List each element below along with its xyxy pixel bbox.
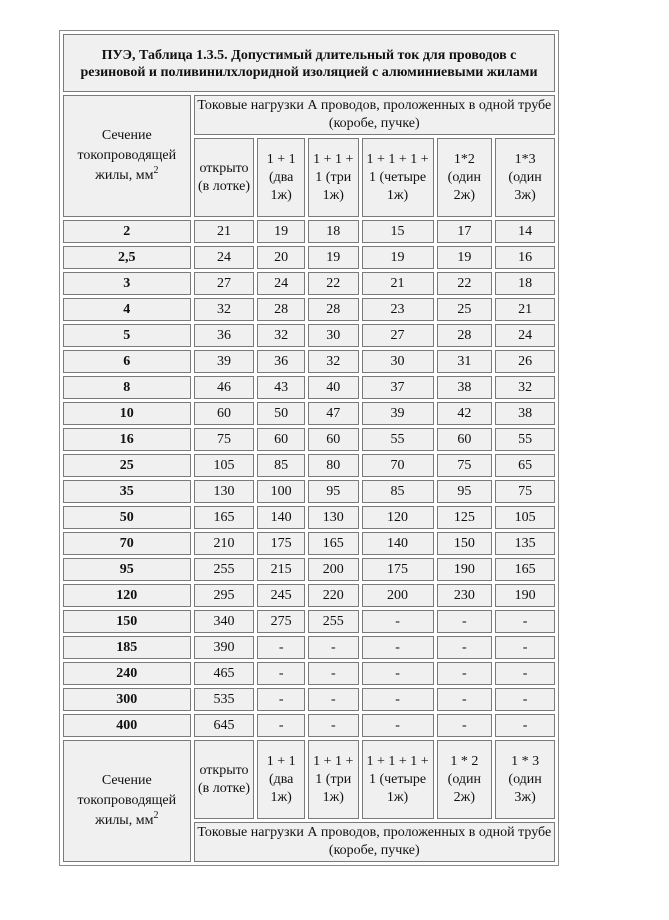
section-header <box>63 95 191 217</box>
current-value: 24 <box>194 246 255 269</box>
current-value: 32 <box>308 350 359 373</box>
table-row <box>63 272 555 295</box>
current-value: 26 <box>495 350 555 373</box>
current-value: - <box>257 688 305 711</box>
current-value: 19 <box>362 246 434 269</box>
current-value: 24 <box>495 324 555 347</box>
current-value: 150 <box>437 532 493 555</box>
table-row <box>63 454 555 477</box>
current-value: 165 <box>308 532 359 555</box>
current-value: 22 <box>308 272 359 295</box>
table-row <box>63 298 555 321</box>
current-value: 17 <box>437 220 493 243</box>
current-value: 255 <box>308 610 359 633</box>
table-title: ПУЭ, Таблица 1.3.5. Допустимый длительный ток для проводов с резиновой и поливинилхлоридной изоляцией с алюминиевыми жилами <box>63 34 555 92</box>
current-value: 60 <box>257 428 305 451</box>
current-value: 135 <box>495 532 555 555</box>
current-value: 28 <box>308 298 359 321</box>
current-value: 75 <box>495 480 555 503</box>
current-value: 645 <box>194 714 255 737</box>
current-value: 120 <box>362 506 434 529</box>
current-value: 38 <box>495 402 555 425</box>
current-value: 18 <box>495 272 555 295</box>
current-value: 14 <box>495 220 555 243</box>
current-value: 39 <box>194 350 255 373</box>
table-row <box>63 350 555 373</box>
section-value: 35 <box>63 480 191 503</box>
section-value: 2 <box>63 220 191 243</box>
current-value: 70 <box>362 454 434 477</box>
current-value: 60 <box>194 402 255 425</box>
current-value: 60 <box>308 428 359 451</box>
current-value: 140 <box>257 506 305 529</box>
section-value: 8 <box>63 376 191 399</box>
column-header: 1 + 1 + 1 (три 1ж) <box>308 138 359 217</box>
section-header-text: Сечение токопроводящей жилы, мм <box>77 128 177 183</box>
column-header: 1*3 (один 3ж) <box>495 138 555 217</box>
table-row <box>63 324 555 347</box>
column-header: 1*2 (один 2ж) <box>437 138 493 217</box>
section-value: 120 <box>63 584 191 607</box>
current-value: 75 <box>437 454 493 477</box>
current-table <box>59 30 559 866</box>
current-value: 175 <box>362 558 434 581</box>
current-value: 23 <box>362 298 434 321</box>
column-header: открыто (в лотке) <box>194 138 255 217</box>
current-value: 80 <box>308 454 359 477</box>
section-value: 5 <box>63 324 191 347</box>
current-value: - <box>495 688 555 711</box>
current-value: - <box>308 636 359 659</box>
section-value: 400 <box>63 714 191 737</box>
column-footer: 1 + 1 + 1 (три 1ж) <box>308 740 359 819</box>
current-value: - <box>257 714 305 737</box>
column-footer: открыто (в лотке) <box>194 740 255 819</box>
section-value: 25 <box>63 454 191 477</box>
current-value: - <box>362 688 434 711</box>
table-row <box>63 636 555 659</box>
current-value: - <box>362 636 434 659</box>
current-value: 42 <box>437 402 493 425</box>
current-value: 43 <box>257 376 305 399</box>
current-value: 37 <box>362 376 434 399</box>
current-value: 19 <box>308 246 359 269</box>
current-value: 18 <box>308 220 359 243</box>
current-value: 55 <box>495 428 555 451</box>
current-value: 165 <box>194 506 255 529</box>
current-value: 275 <box>257 610 305 633</box>
current-value: 40 <box>308 376 359 399</box>
loads-header: Токовые нагрузки А проводов, проложенных в одной трубе (коробе, пучке) <box>194 95 555 135</box>
current-value: 255 <box>194 558 255 581</box>
table-row <box>63 428 555 451</box>
current-value: 125 <box>437 506 493 529</box>
current-value: - <box>308 662 359 685</box>
current-value: 140 <box>362 532 434 555</box>
current-value: - <box>437 610 493 633</box>
current-value: 32 <box>257 324 305 347</box>
section-footer-text: Сечение токопроводящей жилы, мм <box>77 773 177 828</box>
current-value: 95 <box>437 480 493 503</box>
current-value: 55 <box>362 428 434 451</box>
section-footer-sup: 2 <box>153 810 159 821</box>
current-value: 19 <box>437 246 493 269</box>
current-value: - <box>257 636 305 659</box>
table-row <box>63 610 555 633</box>
current-value: 200 <box>308 558 359 581</box>
current-value: 105 <box>495 506 555 529</box>
table-row <box>63 220 555 243</box>
current-value: 19 <box>257 220 305 243</box>
current-value: 175 <box>257 532 305 555</box>
section-value: 3 <box>63 272 191 295</box>
column-footer: 1 * 2 (один 2ж) <box>437 740 493 819</box>
current-value: 200 <box>362 584 434 607</box>
table-row <box>63 662 555 685</box>
current-value: 210 <box>194 532 255 555</box>
current-value: 535 <box>194 688 255 711</box>
current-value: - <box>362 714 434 737</box>
current-value: 28 <box>437 324 493 347</box>
current-value: 340 <box>194 610 255 633</box>
section-value: 150 <box>63 610 191 633</box>
current-value: 75 <box>194 428 255 451</box>
current-value: - <box>257 662 305 685</box>
current-value: 190 <box>495 584 555 607</box>
section-value: 4 <box>63 298 191 321</box>
current-value: 21 <box>194 220 255 243</box>
current-value: 32 <box>495 376 555 399</box>
current-value: 85 <box>362 480 434 503</box>
table-row <box>63 558 555 581</box>
section-value: 16 <box>63 428 191 451</box>
current-value: - <box>308 688 359 711</box>
current-value: 85 <box>257 454 305 477</box>
current-value: - <box>308 714 359 737</box>
current-value: 230 <box>437 584 493 607</box>
current-value: 20 <box>257 246 305 269</box>
table-row <box>63 480 555 503</box>
current-value: 130 <box>308 506 359 529</box>
column-header: 1 + 1 + 1 + 1 (четыре 1ж) <box>362 138 434 217</box>
current-value: 36 <box>194 324 255 347</box>
current-value: - <box>437 688 493 711</box>
current-value: 50 <box>257 402 305 425</box>
current-value: 15 <box>362 220 434 243</box>
section-header-sup: 2 <box>153 165 159 176</box>
current-value: 245 <box>257 584 305 607</box>
table-row <box>63 506 555 529</box>
current-value: 36 <box>257 350 305 373</box>
current-value: 25 <box>437 298 493 321</box>
current-value: 105 <box>194 454 255 477</box>
current-value: 30 <box>308 324 359 347</box>
current-value: 220 <box>308 584 359 607</box>
loads-footer: Токовые нагрузки А проводов, проложенных в одной трубе (коробе, пучке) <box>194 822 555 862</box>
current-value: 165 <box>495 558 555 581</box>
current-value: 28 <box>257 298 305 321</box>
table-row <box>63 688 555 711</box>
table-row <box>63 584 555 607</box>
current-value: 465 <box>194 662 255 685</box>
current-value: 16 <box>495 246 555 269</box>
document-table-wrapper <box>59 30 559 866</box>
section-value: 300 <box>63 688 191 711</box>
current-value: 295 <box>194 584 255 607</box>
section-value: 10 <box>63 402 191 425</box>
current-value: 65 <box>495 454 555 477</box>
current-value: 60 <box>437 428 493 451</box>
table-row <box>63 246 555 269</box>
current-value: 46 <box>194 376 255 399</box>
table-row <box>63 376 555 399</box>
current-value: 21 <box>495 298 555 321</box>
current-value: 130 <box>194 480 255 503</box>
column-header: 1 + 1 (два 1ж) <box>257 138 305 217</box>
current-value: 390 <box>194 636 255 659</box>
current-value: 47 <box>308 402 359 425</box>
current-value: - <box>362 610 434 633</box>
current-value: 215 <box>257 558 305 581</box>
current-value: 27 <box>362 324 434 347</box>
current-value: - <box>495 662 555 685</box>
current-value: - <box>437 714 493 737</box>
current-value: 31 <box>437 350 493 373</box>
current-value: - <box>362 662 434 685</box>
table-row <box>63 402 555 425</box>
column-footer: 1 + 1 (два 1ж) <box>257 740 305 819</box>
current-value: 38 <box>437 376 493 399</box>
current-value: 22 <box>437 272 493 295</box>
current-value: 30 <box>362 350 434 373</box>
section-value: 2,5 <box>63 246 191 269</box>
column-footer: 1 + 1 + 1 + 1 (четыре 1ж) <box>362 740 434 819</box>
section-value: 185 <box>63 636 191 659</box>
section-value: 95 <box>63 558 191 581</box>
current-value: - <box>495 714 555 737</box>
table-row <box>63 714 555 737</box>
table-row <box>63 532 555 555</box>
current-value: 21 <box>362 272 434 295</box>
current-value: - <box>495 636 555 659</box>
current-value: 27 <box>194 272 255 295</box>
section-value: 240 <box>63 662 191 685</box>
current-value: - <box>437 636 493 659</box>
current-value: - <box>495 610 555 633</box>
column-footer: 1 * 3 (один 3ж) <box>495 740 555 819</box>
current-value: 95 <box>308 480 359 503</box>
current-value: - <box>437 662 493 685</box>
section-value: 50 <box>63 506 191 529</box>
current-value: 100 <box>257 480 305 503</box>
section-footer <box>63 740 191 862</box>
current-value: 32 <box>194 298 255 321</box>
section-value: 6 <box>63 350 191 373</box>
section-value: 70 <box>63 532 191 555</box>
current-value: 190 <box>437 558 493 581</box>
current-value: 39 <box>362 402 434 425</box>
current-value: 24 <box>257 272 305 295</box>
